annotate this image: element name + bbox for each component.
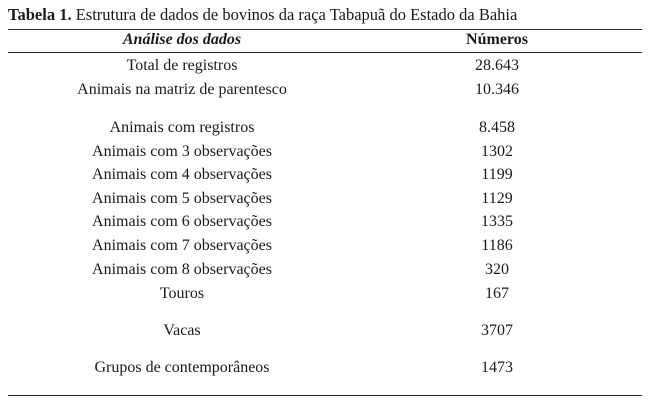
- caption-label: Tabela 1.: [8, 5, 72, 24]
- row-label: Vacas: [163, 322, 201, 339]
- row-value: 320: [485, 261, 509, 278]
- row-label: Animais com 4 observações: [92, 166, 272, 183]
- table-header-rule: [8, 52, 642, 53]
- row-label: Animais com 3 observações: [92, 143, 272, 160]
- row-label: Grupos de contemporâneos: [94, 359, 270, 376]
- row-value: 1473: [481, 359, 513, 376]
- column-header-numbers: Números: [466, 31, 528, 48]
- row-value: 3707: [481, 322, 513, 339]
- row-value: 167: [485, 285, 509, 302]
- row-value: 8.458: [479, 119, 515, 136]
- row-label: Total de registros: [126, 57, 238, 74]
- row-value: 1335: [481, 213, 513, 230]
- row-label: Animais com 5 observações: [92, 190, 272, 207]
- row-value: 1186: [481, 237, 513, 254]
- caption-text: Estrutura de dados de bovinos da raça Tabapuã do Estado da Bahia: [71, 5, 518, 24]
- table-bottom-rule: [8, 395, 642, 396]
- row-value: 1129: [481, 190, 513, 207]
- row-label: Animais com 8 observações: [92, 261, 272, 278]
- row-label: Animais com 7 observações: [92, 237, 272, 254]
- row-label: Animais com 6 observações: [92, 213, 272, 230]
- row-label: Animais na matriz de parentesco: [77, 81, 287, 98]
- row-value: 10.346: [475, 81, 519, 98]
- table-caption: [8, 5, 517, 25]
- row-label: Animais com registros: [109, 119, 255, 136]
- table-top-rule: [8, 29, 642, 30]
- row-value: 1302: [481, 143, 513, 160]
- row-label: Touros: [159, 285, 205, 302]
- row-value: 1199: [481, 166, 513, 183]
- column-header-analysis: Análise dos dados: [122, 31, 242, 48]
- row-value: 28.643: [475, 57, 519, 74]
